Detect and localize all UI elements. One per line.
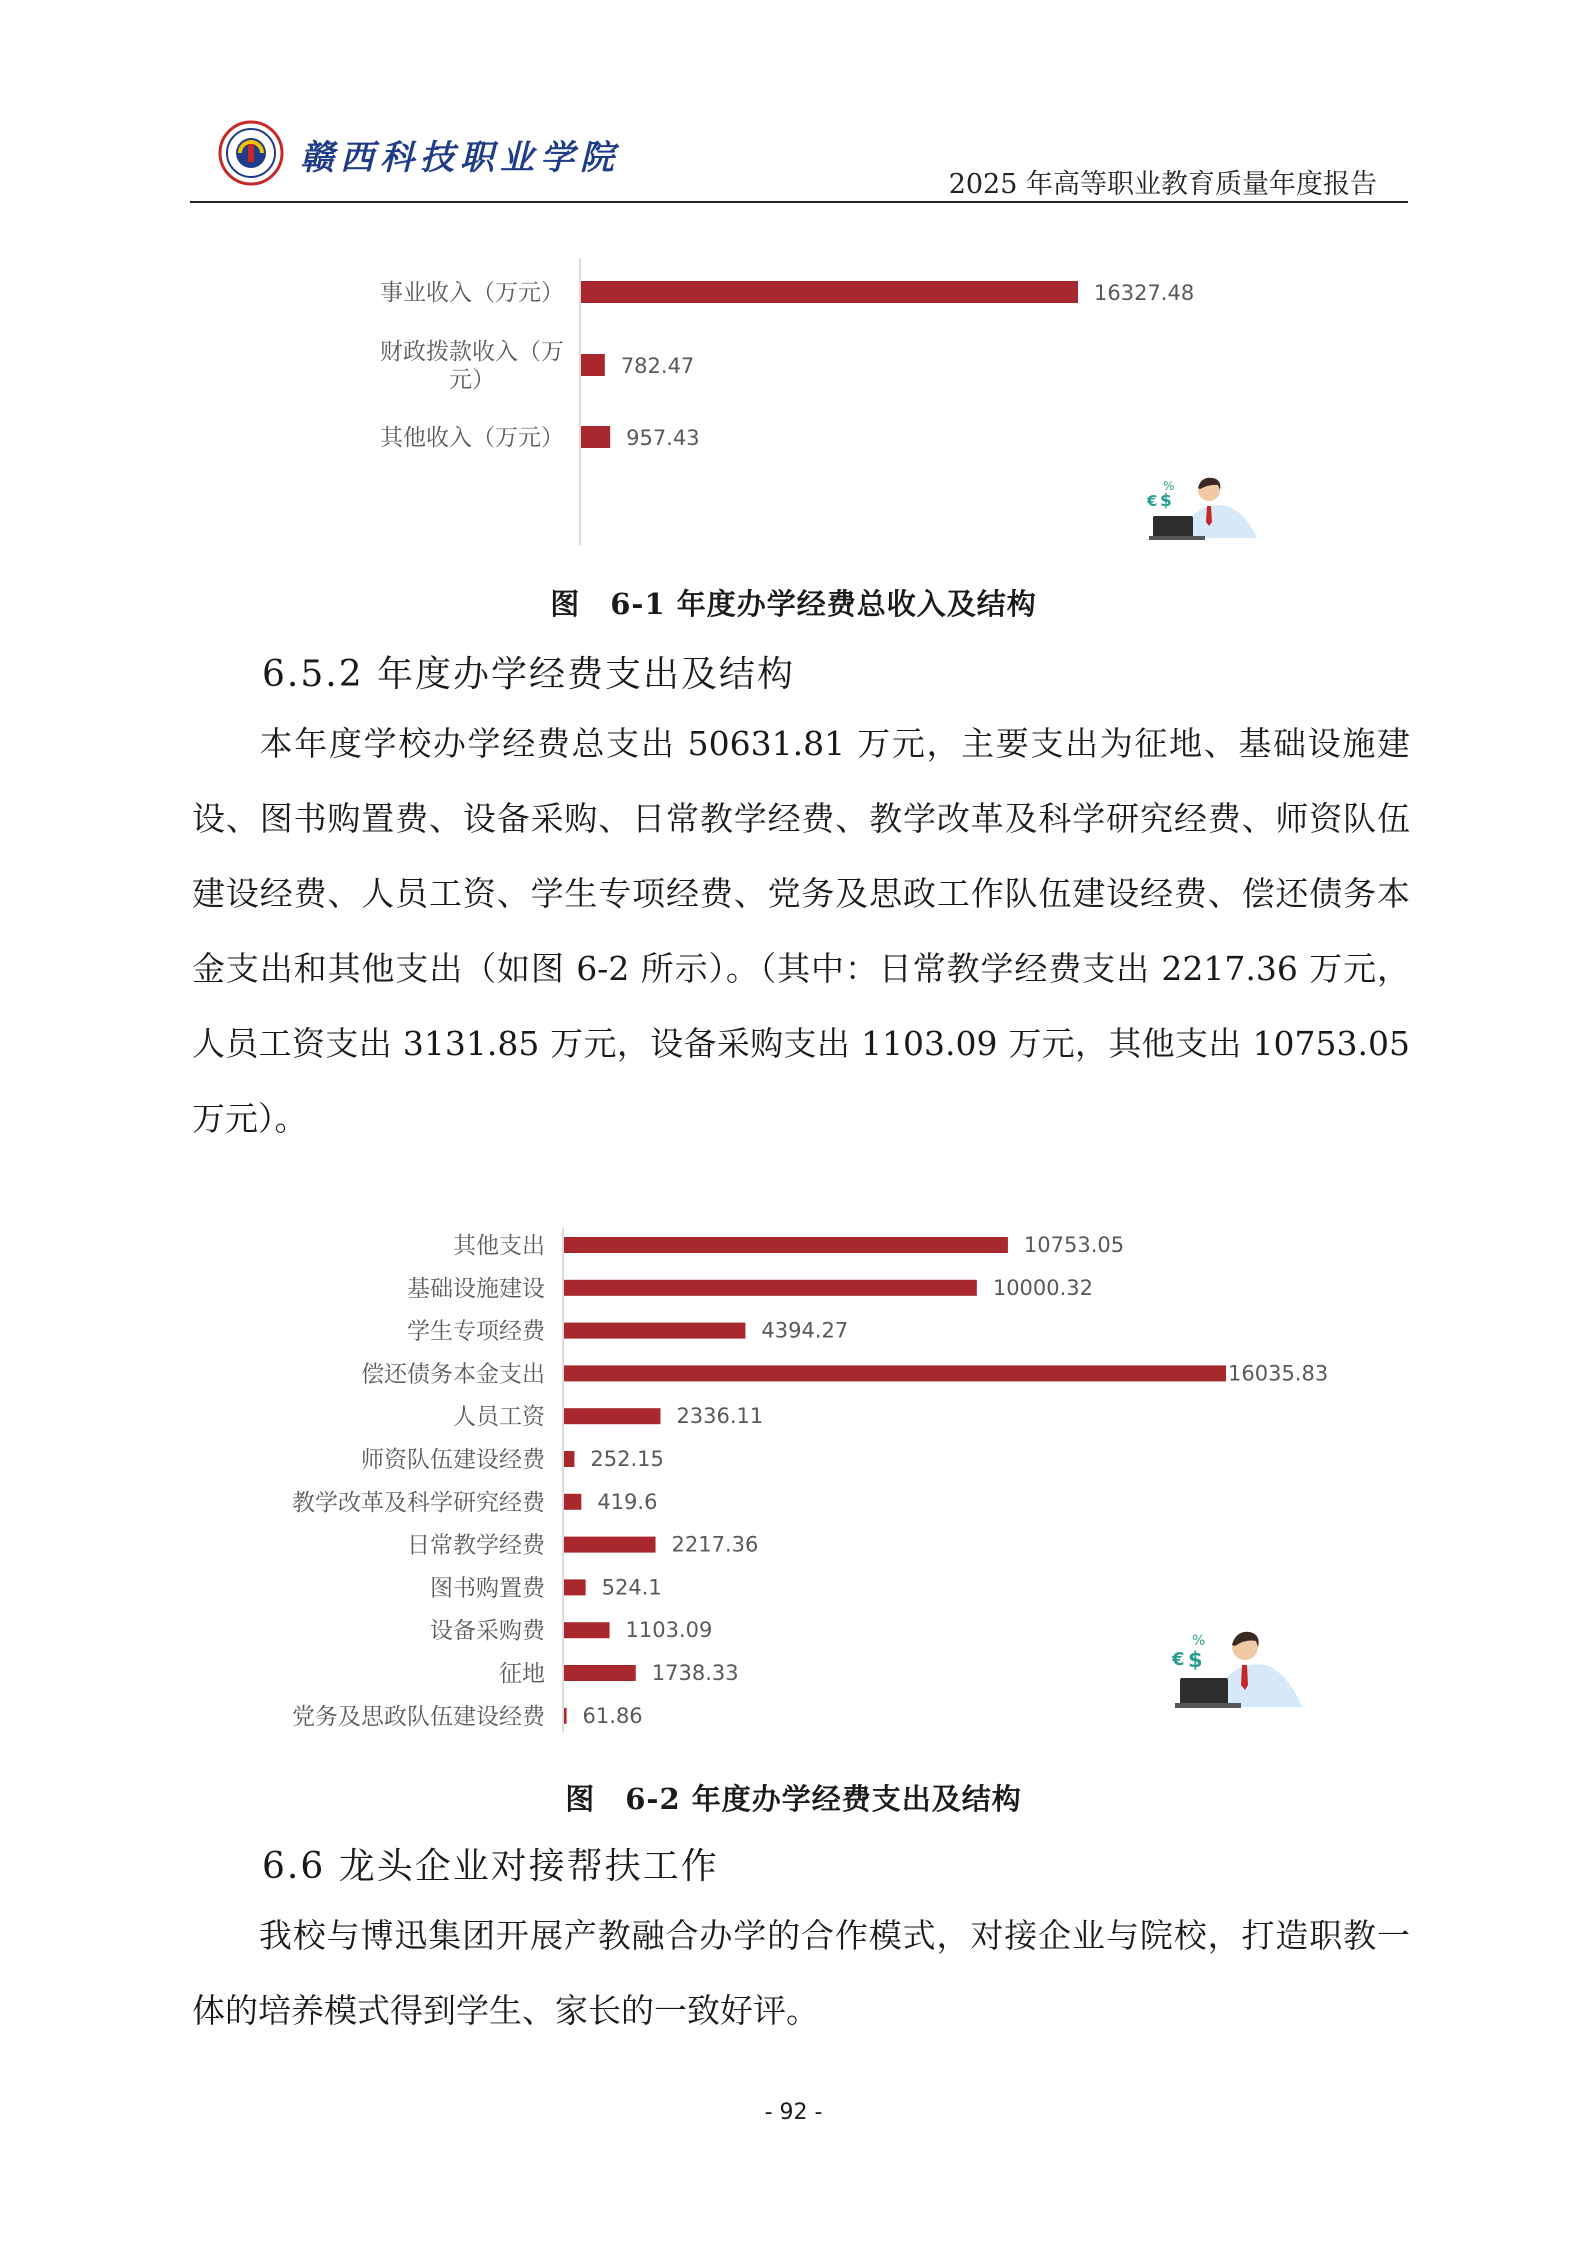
income-category-label: 财政拨款收入（万 [380, 339, 564, 365]
income-value-label: 957.43 [626, 426, 700, 450]
expenditure-bar [564, 1494, 581, 1510]
income-bar-chart-svg [0, 250, 1587, 550]
expenditure-value-label: 1103.09 [625, 1618, 713, 1643]
expenditure-value-label: 2336.11 [676, 1404, 764, 1429]
income-bar [581, 426, 610, 448]
businessman-laptop-icon [1170, 1625, 1310, 1710]
income-value-label: 16327.48 [1094, 281, 1195, 305]
section-6-6-paragraph [192, 1898, 1410, 2048]
expenditure-bar [564, 1323, 745, 1339]
header-divider [190, 201, 1408, 203]
expenditure-bar [564, 1365, 1226, 1381]
expenditure-bar [564, 1451, 574, 1467]
expenditure-bar [564, 1237, 1008, 1253]
dollar-icon: $ [1160, 491, 1172, 511]
percent-icon: % [1192, 1633, 1206, 1649]
expenditure-value-label: 10753.05 [1023, 1233, 1125, 1257]
expenditure-bar [564, 1622, 610, 1638]
expenditure-bar [564, 1708, 567, 1724]
expenditure-value-label: 16035.83 [1228, 1361, 1329, 1386]
expenditure-category-label: 其他支出 [453, 1233, 545, 1259]
expenditure-value-label: 2217.36 [671, 1532, 759, 1557]
expenditure-category-label: 学生专项经费 [407, 1318, 545, 1345]
expenditure-value-label: 524.1 [601, 1575, 662, 1600]
euro-icon: € [1147, 492, 1158, 510]
expenditure-category-label: 人员工资 [453, 1404, 545, 1431]
section-6-5-2-text: 本年度学校办学经费总支出 50631.81 万元，主要支出为征地、基础设施建设、图书购置费、设备采购、日常教学经费、教学改革及科学研究经费、师资队伍建设经费、人员工资、学生专项经费、党务及思政工作队伍建设经费、偿还债务本金支出和其他支出（如图 6-2 所示）。（其中：日常教学经费支出 2217.36 万元，人员工资支出 3131.85 万元，设备采购支出 1103.09 万元，其他支出 10753.05 万元）。 [192, 724, 1410, 1138]
income-category-label: 事业收入（万元） [380, 280, 564, 306]
figure-1-caption: 图 6-1 年度办学经费总收入及结构 [550, 587, 1037, 621]
euro-icon: € [1172, 1649, 1185, 1670]
expenditure-bar [564, 1579, 586, 1595]
section-6-6-text: 我校与博迅集团开展产教融合办学的合作模式，对接企业与院校，打造职教一体的培养模式得到学生、家长的一致好评。 [192, 1916, 1410, 2030]
expenditure-value-label: 61.86 [582, 1703, 643, 1728]
percent-icon: % [1163, 479, 1175, 493]
income-category-label: 元） [449, 367, 495, 393]
income-category-label: 其他收入（万元） [380, 425, 564, 451]
expenditure-category-label: 图书购置费 [430, 1575, 545, 1602]
expenditure-value-label: 252.15 [590, 1447, 664, 1471]
dollar-icon: $ [1188, 1648, 1203, 1672]
income-bar [581, 354, 605, 376]
report-title: 2025 年高等职业教育质量年度报告 [948, 169, 1377, 200]
school-logo-icon [218, 120, 284, 186]
expenditure-category-label: 日常教学经费 [407, 1532, 545, 1559]
expenditure-category-label: 党务及思政队伍建设经费 [292, 1703, 545, 1730]
expenditure-category-label: 设备采购费 [430, 1618, 545, 1645]
income-bar-chart [0, 250, 1587, 550]
expenditure-category-label: 师资队伍建设经费 [361, 1447, 545, 1473]
expenditure-category-label: 教学改革及科学研究经费 [292, 1489, 545, 1516]
expenditure-category-label: 征地 [499, 1661, 545, 1687]
expenditure-category-label: 偿还债务本金支出 [361, 1361, 545, 1388]
figure-2-caption: 图 6-2 年度办学经费支出及结构 [565, 1782, 1022, 1816]
income-bar [581, 281, 1078, 303]
section-6-5-2-paragraph [192, 706, 1410, 1156]
school-name: 赣西科技职业学院 [300, 138, 620, 178]
expenditure-value-label: 419.6 [597, 1489, 658, 1514]
page-number: - 92 - [764, 2100, 823, 2125]
businessman-laptop-icon [1145, 472, 1265, 542]
expenditure-value-label: 4394.27 [761, 1318, 849, 1343]
expenditure-bar [564, 1280, 977, 1296]
expenditure-bar [564, 1665, 636, 1681]
expenditure-bar [564, 1408, 660, 1424]
expenditure-category-label: 基础设施建设 [407, 1275, 545, 1302]
expenditure-bar-chart-svg [0, 1210, 1587, 1740]
section-heading-6-6: 6.6 龙头企业对接帮扶工作 [262, 1846, 719, 1887]
expenditure-bar [564, 1537, 656, 1553]
expenditure-value-label: 1738.33 [651, 1661, 739, 1685]
income-value-label: 782.47 [620, 354, 695, 378]
section-heading-6-5-2: 6.5.2 年度办学经费支出及结构 [262, 654, 796, 695]
expenditure-value-label: 10000.32 [992, 1275, 1094, 1300]
expenditure-bar-chart [0, 1210, 1587, 1740]
